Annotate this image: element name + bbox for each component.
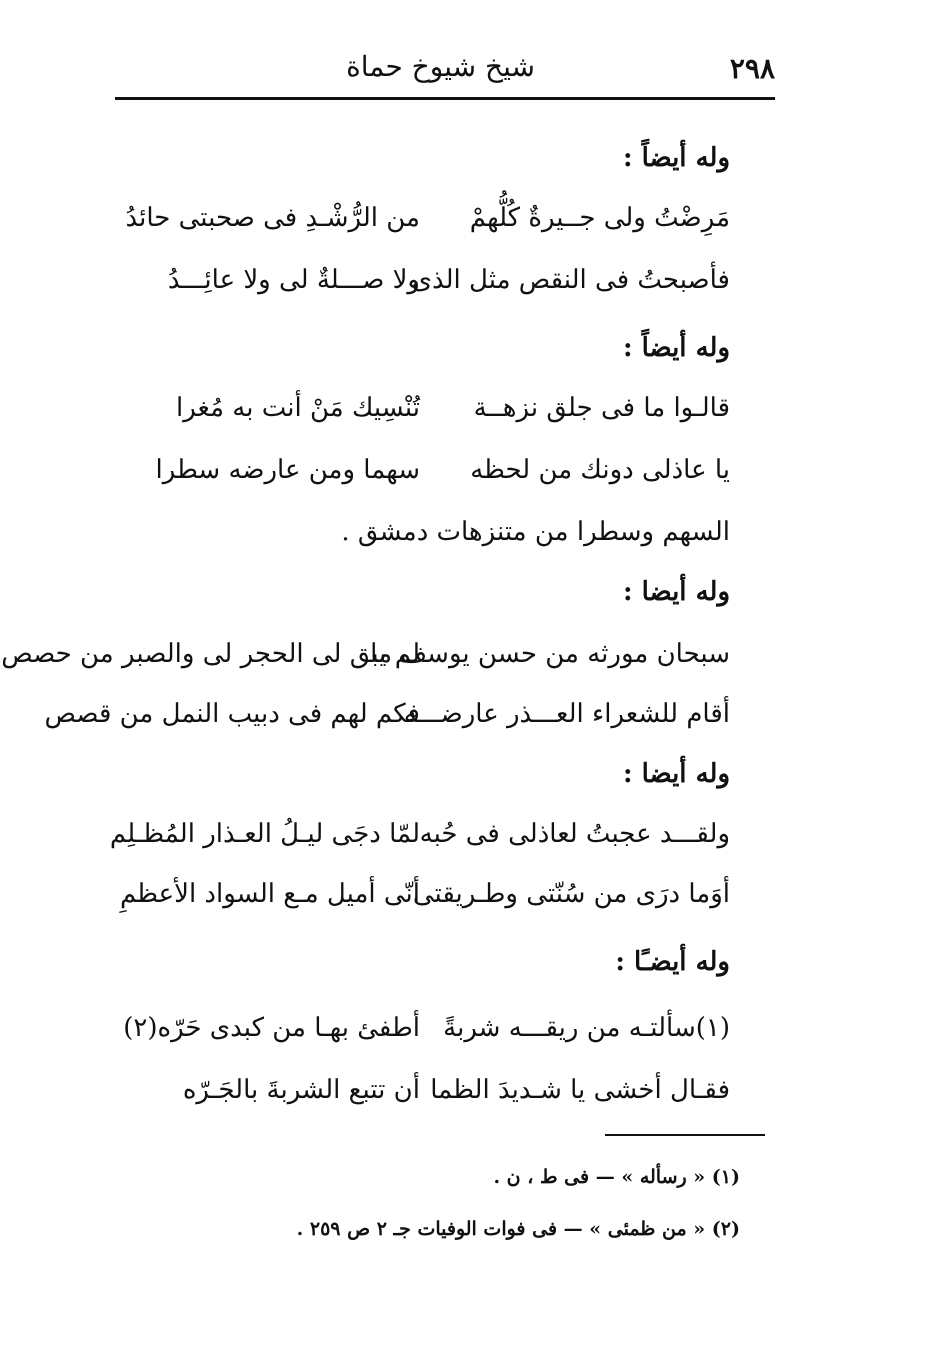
poem-intro: وله أيضاً : bbox=[622, 143, 730, 173]
footnote-2: (٢) « من ظمئى » — فى فوات الوفيات جـ ٢ ص ٢٥٩ . bbox=[296, 1218, 740, 1240]
prose-line: السهم وسطرا من متنزهات دمشق . bbox=[341, 517, 730, 547]
poem-intro: وله أيضا : bbox=[622, 577, 730, 607]
verse-second-hemistich: من الرُّشْـدِ فى صحبتى حائدُ bbox=[125, 203, 420, 233]
verse-first-hemistich: فقـال أخشى يا شـديدَ الظما bbox=[430, 1075, 730, 1105]
footnote-rule bbox=[605, 1134, 765, 1136]
verse-first-hemistich: يا عاذلى دونك من لحظه bbox=[470, 455, 730, 485]
verse-second-hemistich: لم يبق لى الحجر لى والصبر من حصص bbox=[1, 639, 420, 669]
verse-second-hemistich: لمّا دجَى ليـلُ العـذار المُظـلِم bbox=[109, 819, 420, 849]
poem-intro: وله أيضـًا : bbox=[615, 947, 730, 977]
page-header bbox=[115, 48, 775, 98]
verse-first-hemistich: فأصبحتُ فى النقص مثل الذى bbox=[411, 265, 730, 295]
verse-second-hemistich: ولا صـــلةٌ لى ولا عائِـــدُ bbox=[167, 265, 420, 295]
verse-second-hemistich: سهما ومن عارضه سطرا bbox=[155, 455, 420, 485]
verse-second-hemistich: تُنْسِيك مَنْ أنت به مُغرا bbox=[175, 393, 420, 423]
header-rule bbox=[115, 97, 775, 100]
verse-first-hemistich: أوَما درَى من سُنّتى وطـريقتى bbox=[412, 879, 730, 909]
verse-first-hemistich: مَرِضْتُ ولى جــيرةٌ كُلُّهمْ bbox=[469, 203, 730, 233]
verse-first-hemistich: (١)سألتـه من ريقـــه شربةً bbox=[443, 1013, 730, 1043]
verse-second-hemistich: فكم لهم فى دبيب النمل من قصص bbox=[44, 699, 420, 729]
verse-second-hemistich: أطفئ بهـا من كبدى حَرّه(٢) bbox=[123, 1013, 420, 1043]
verse-first-hemistich: ولقـــد عجبتُ لعاذلى فى حُبه bbox=[419, 819, 730, 849]
verse-second-hemistich: أنّى أميل مـع السواد الأعظمِ bbox=[119, 879, 420, 909]
verse-first-hemistich: قالـوا ما فى جلق نزهــة bbox=[473, 393, 730, 423]
poem-intro: وله أيضاً : bbox=[622, 333, 730, 363]
page-number: ٢٩٨ bbox=[729, 52, 775, 85]
verse-first-hemistich: سبحان مورثه من حسن يوسف ما bbox=[370, 639, 730, 669]
footnote-1: (١) « رسأله » — فى ط ، ن . bbox=[493, 1166, 740, 1188]
poem-intro: وله أيضا : bbox=[622, 759, 730, 789]
verse-first-hemistich: أقام للشعراء العـــذر عارضـــه bbox=[403, 699, 730, 729]
running-title: شيخ شيوخ حماة bbox=[346, 50, 535, 83]
verse-second-hemistich: أن تتبع الشربةَ بالجَـرّه bbox=[182, 1075, 420, 1105]
